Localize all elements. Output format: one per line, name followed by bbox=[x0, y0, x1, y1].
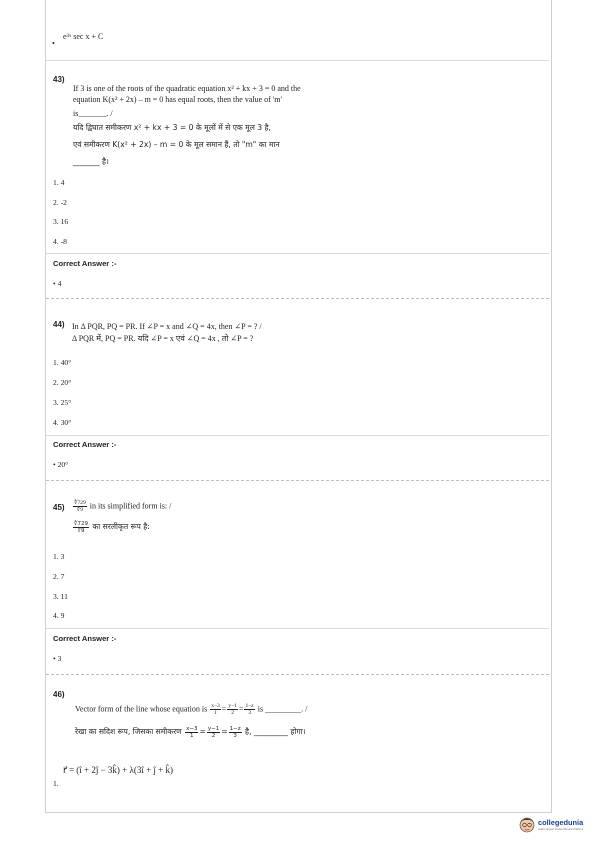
option-item: 2. 20° bbox=[53, 378, 72, 387]
option-item: 3. 16 bbox=[53, 217, 69, 226]
question-number: 44) bbox=[53, 320, 65, 329]
question-number: 46) bbox=[53, 690, 65, 699]
brand-tagline: India's largest Student Review Platform bbox=[538, 828, 584, 831]
top-answer-text: e³ˣ sec x + C bbox=[63, 32, 104, 41]
question-text-hi: रेखा का सदिश रूप, जिसका समीकरण $\frac{x-3}{1}$ = $\frac{y-1}{2}$ = $\frac{1-z}{3}$ है, _________ होगा। bbox=[75, 725, 306, 739]
divider bbox=[46, 674, 549, 675]
option-item: 1. 40° bbox=[53, 358, 72, 367]
correct-answer-label: Correct Answer :- bbox=[53, 440, 117, 449]
correct-answer-value: • 3 bbox=[53, 654, 62, 663]
option-item: 3. 25° bbox=[53, 398, 72, 407]
option-item: 1. bbox=[53, 779, 59, 788]
question-number: 43) bbox=[53, 75, 65, 84]
option-item: 4. 9 bbox=[53, 611, 65, 620]
question-number: 45) bbox=[53, 503, 65, 512]
option-item: 2. -2 bbox=[53, 198, 67, 207]
question-text-en: Vector form of the line whose equation is $\frac{x-3}{1}$ = $\frac{y-1}{2}$ = $\frac{1-z}{3}$ is _________. / bbox=[75, 703, 308, 716]
option-item: 4. -8 bbox=[53, 237, 67, 246]
question-text-hi: एवं समीकरण K(x² + 2x) – m = 0 के मूल समान हैं, तो "m" का मान bbox=[73, 140, 280, 149]
mascot-icon bbox=[518, 814, 536, 834]
option-expression: r⃗ = (î + 2ĵ − 3k̂) + λ(3î + ĵ + k̂) bbox=[63, 765, 174, 775]
question-text-hi: Δ PQR में, PQ = PR. यदि ∠P = x एवं ∠Q = 4x , तो ∠P = ? bbox=[72, 334, 254, 343]
collegedunia-logo bbox=[518, 814, 590, 836]
divider bbox=[46, 435, 549, 436]
correct-answer-label: Correct Answer :- bbox=[53, 634, 117, 643]
question-text-en: In Δ PQR, PQ = PR. If ∠P = x and ∠Q = 4x, then ∠P = ? / bbox=[72, 322, 262, 331]
question-text-en: equation K(x² + 2x) – m = 0 has equal roots, then the value of 'm' bbox=[73, 95, 282, 104]
correct-answer-value: • 20° bbox=[53, 460, 69, 469]
option-item: 2. 7 bbox=[53, 572, 65, 581]
divider bbox=[46, 480, 549, 481]
option-item: 4. 30° bbox=[53, 418, 72, 427]
divider bbox=[46, 628, 549, 629]
top-bullet: • bbox=[52, 39, 55, 48]
question-text-en: is_______. / bbox=[73, 109, 113, 118]
question-text-hi: _______ है। bbox=[73, 157, 109, 166]
question-text-hi: यदि द्विघात समीकरण x² + kx + 3 = 0 के मूलों में से एक मूल 3 है, bbox=[73, 123, 271, 132]
divider bbox=[46, 253, 549, 254]
question-text-en: $\frac{∜729}{∜9}$ in its simplified form is: / bbox=[74, 500, 172, 513]
divider bbox=[46, 60, 549, 61]
option-item: 1. 4 bbox=[53, 178, 65, 187]
correct-answer-label: Correct Answer :- bbox=[53, 259, 117, 268]
divider bbox=[46, 298, 549, 299]
brand-name: collegedunia bbox=[538, 818, 584, 827]
question-text-en: If 3 is one of the roots of the quadratic equation x² + kx + 3 = 0 and the bbox=[73, 84, 301, 93]
option-item: 3. 11 bbox=[53, 592, 68, 601]
question-text-hi: $\frac{∜729}{∜9}$ का सरलीकृत रूप है: bbox=[74, 520, 150, 534]
correct-answer-value: • 4 bbox=[53, 279, 62, 288]
option-item: 1. 3 bbox=[53, 552, 65, 561]
